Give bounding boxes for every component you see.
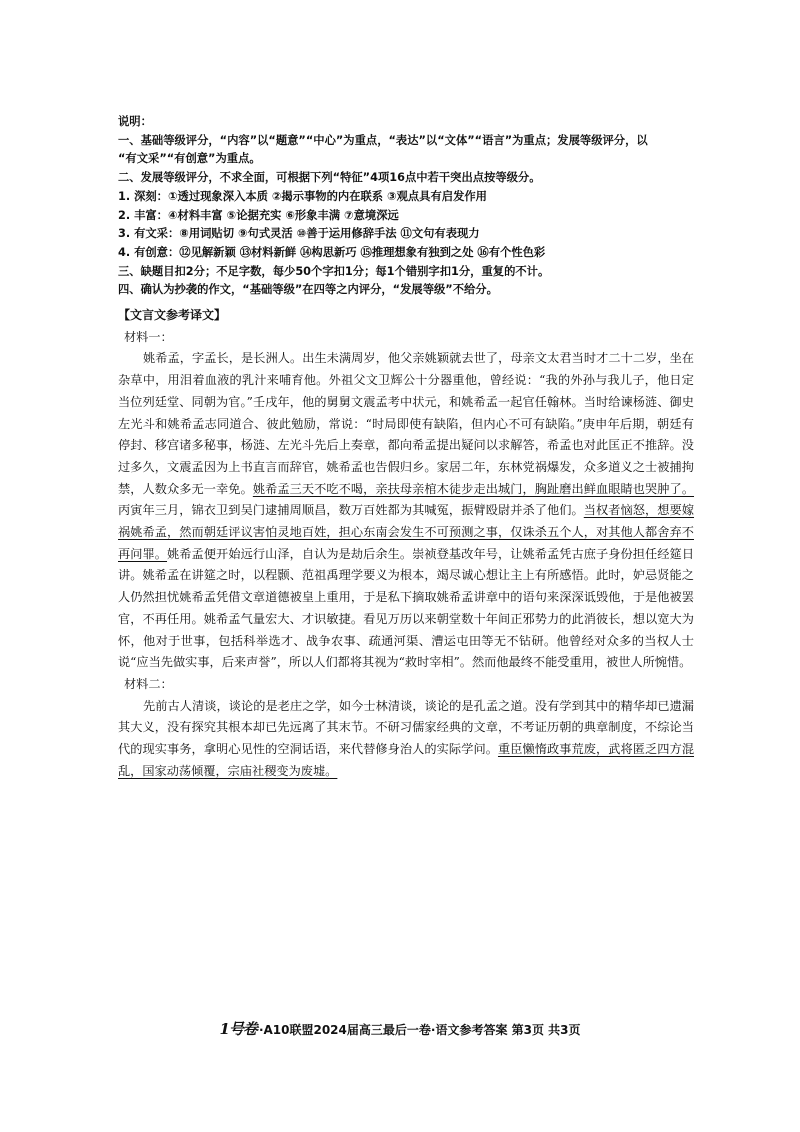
material-2-label: 材料二： <box>124 676 173 691</box>
note-item-1: 一、基础等级评分，“内容”以“题意”“中心”为重点，“表达”以“文体”“语言”为重点；发展等级评分，以 <box>118 133 648 147</box>
classical-translation <box>118 305 694 782</box>
notes-heading: 说明： <box>118 115 152 128</box>
material-2-text-a: 先前古人清谈，谈论的是老庄之学，如今士林清谈，谈论的是孔孟之道。没有学到其中的精华却已遗漏其大义，没有探究其根本却已先远离了其末节。不研习儒家经典的文章，不考证历朝的典章制度，不综论当代的现实事务，拿明心见性的空洞话语，来代替修身治人的实际学问。 <box>118 698 694 757</box>
note-sub-1: 1. 深刻：①透过现象深入本质 ②揭示事物的内在联系 ③观点具有启发作用 <box>118 189 487 203</box>
brand-logo: 1号卷 <box>219 1020 257 1038</box>
material-1-text-c: 姚希孟便开始远行山泽，自认为是劫后余生。崇祯登基改年号，让姚希孟凭古庶子身份担任经筵日讲。姚希孟在讲筵之时，以程颢、范祖禹理学要义为根本，竭尽诚心想让主上有所感悟。此时，妒忌贤能之人仍然担忧姚希孟凭借文章道德被皇上重用，于是私下摘取姚希孟讲章中的语句来深深诋毁他，于是他被罢官，不再任用。姚希孟气量宏大、才识敏捷。看见万历以来朝堂数十年间正邪势力的此消彼长，想以宽大为怀，他对于世事，包括科举选才、战争农事、疏通河渠、漕运屯田等无不钻研。他曾经对众多的当权人士说“应当先做实事，后来声誉”，所以人们都将其视为“救时宰相”。然而他最终不能受重用，被世人所惋惜。 <box>118 546 695 670</box>
material-1-underlined-b: 当权者恼怒，想要嫁祸姚希孟，然而朝廷评议害怕灵地百姓，担心东南会发生不可预测之事，仅诛杀五个人，对其他人都舍弃不再问罪。 <box>118 503 695 561</box>
note-item-3: 三、缺题目扣2分；不足字数，每少50个字扣1分；每1个错别字扣1分，重复的不计。 <box>118 264 550 278</box>
material-1-label: 材料一： <box>124 329 173 344</box>
material-1-paragraph <box>118 348 694 674</box>
footer-text: ·A10联盟2024届高三最后一卷·语文参考答案 第3页 共3页 <box>258 1023 581 1037</box>
material-2-paragraph <box>118 696 694 783</box>
material-1-text-a: 姚希孟，字孟长，是长洲人。出生未满周岁，他父亲姚颖就去世了，母亲文太君当时才二十二岁，坐在杂草中，用泪着血液的乳汁来哺育他。外祖父文卫辉公十分器重他，曾经说：“我的外孙与我儿子，他日定当位列廷堂、同朝为官。”壬戌年，他的舅舅文震孟考中状元，和姚希孟一起官任翰林。当时给谏杨涟、御史左光斗和姚希孟志同道合、彼此勉励，常说：“时局即使有缺陷，但内心不可有缺陷。”庚申年后期，朝廷有停封、移宫诸多秘事，杨涟、左光斗先后上奏章，都向希孟提出疑问以求解答，希孟也对此匡正不推辞。没过多久，文震孟因为上书直言而辞官，姚希孟也告假归乡。家居二年，东林党祸爆发，众多道义之士被捕拘禁，人数众多无一幸免。 <box>118 351 694 496</box>
material-2-underlined: 重臣懒惰政事荒废，武将匿乏四方混乱，国家动荡倾覆，宗庙社稷变为废墟。 <box>118 742 695 778</box>
material-1-underlined-a: 姚希孟三天不吃不喝，亲扶母亲棺木徒步走出城门，胸趾磨出鲜血眼睛也哭肿了。 <box>252 481 695 496</box>
note-sub-4: 4. 有创意：⑫见解新颖 ⑬材料新鲜 ⑭构思新巧 ⑮推理想象有独到之处 ⑯有个性色彩 <box>118 245 546 259</box>
translation-title: 【文言文参考译文】 <box>118 308 227 322</box>
material-1-text-b: 丙寅年三月，锦衣卫到吴门逮捕周顺昌，数万百姓都为其喊冤，振臂殴尉并杀了他们。 <box>118 503 584 518</box>
note-item-1-continued: “有文采”“有创意”为重点。 <box>118 152 261 166</box>
note-item-2: 二、发展等级评分，不求全面，可根据下列“特征”4项16点中若干突出点按等级分。 <box>118 171 541 185</box>
note-sub-2: 2. 丰富：④材料丰富 ⑤论据充实 ⑥形象丰满 ⑦意境深远 <box>118 208 399 222</box>
note-item-4: 四、确认为抄袭的作文，“基础等级”在四等之内评分，“发展等级”不给分。 <box>118 283 498 297</box>
grading-notes <box>118 113 698 300</box>
page-footer <box>0 1018 800 1039</box>
note-sub-3: 3. 有文采：⑧用词贴切 ⑨句式灵活 ⑩善于运用修辞手法 ⑪文句有表现力 <box>118 227 480 241</box>
